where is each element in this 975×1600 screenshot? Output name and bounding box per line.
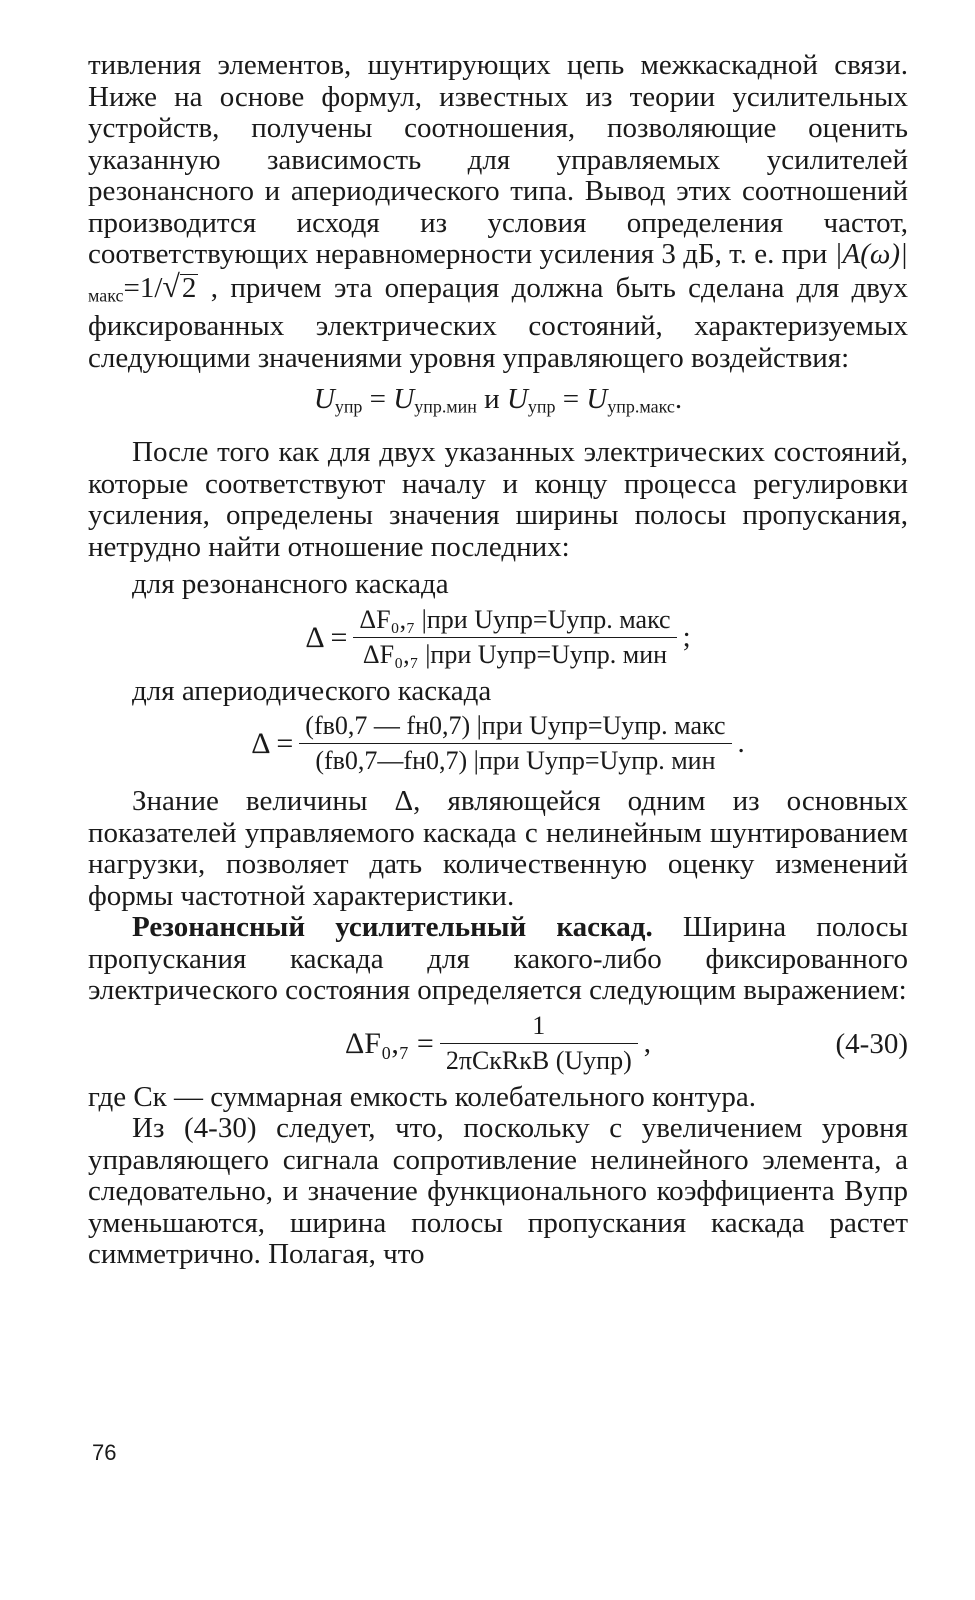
denominator: (fв0,7—fн0,7) |при Uупр=Uупр. мин [315,746,716,776]
numerator: (fв0,7 — fн0,7) |при Uупр=Uупр. макс [305,711,726,741]
amplitude-condition: $|A(\omega)|_{макс}=1/√2$ [88,238,908,305]
paragraph-conclusion: Из (4-30) следует, что, поскольку с увеличением уровня управляющего сигнала сопротивление нелинейного элемента, а следовательно, и значение функционального коэффициента Bупр уменьшаются, ширина полосы пропускания каскада растет симметрично. Полагая, что [88,1112,908,1271]
para1-rest: , причем эта операция должна быть сделана для двух фиксированных электрических состояний, характеризуемых следующими значениями уровня управляющего воздействия: [88,271,909,374]
paragraph-delta: Знание величины Δ, являющейся одним из основных показателей управляемого каскада с нелинейным шунтированием нагрузки, позволяет дать количественную оценку изменений формы частотной характеристики. [88,785,908,912]
formula-lhs: Δ = [251,727,294,761]
formula-lhs: ΔF₀,₇ = [344,1026,434,1060]
paragraph-intro [88,50,908,374]
control-states-line: $U_{упр} = U_{упр.мин}$ и $U_{упр} = U_{упр.макс}$. [313,383,683,417]
paragraph-ratio: После того как для двух указанных электрических состояний, которые соответствуют началу и концу процесса регулировки усиления, определены значения ширины полосы пропускания, нетрудно найти отношение последних: [88,436,908,563]
denominator: ΔF₀,₇ |при Uупр=Uупр. мин [362,639,668,669]
fraction [440,1011,638,1076]
denominator: 2πCкRкB (Uупр) [445,1045,632,1075]
paragraph-where: где Cк — суммарная емкость колебательного контура. [88,1080,756,1113]
formula-end: . [737,727,745,760]
fraction [353,605,676,670]
formula-lhs: Δ = [305,620,348,654]
section-heading: Резонансный усилительный каскад. [132,911,653,944]
fraction [299,711,731,776]
para1-text: тивления элементов, шунтирующих цепь межкаскадной связи. Ниже на основе формул, известных из теории усилительных устройств, получены соотношения, позволяющие оценить указанную зависимость для управляемых усилителей резонансного и апериодического типа. Вывод этих соотношений производится исходя из условия определения частот, соответствующих неравномерности усиления 3 дБ, т. е. при [88,49,908,270]
numerator: ΔF₀,₇ |при Uупр=Uупр. макс [359,604,671,634]
page-number: 76 [92,1440,117,1465]
formula-end: , [643,1026,651,1059]
equation-4-30 [88,1011,908,1076]
paragraph-resonant-cascade [88,912,908,1007]
formula-resonant [88,605,908,670]
label-resonant: для резонансного каскада [132,568,449,601]
label-aperiodic: для апериодического каскада [132,674,492,707]
para4-text: Ширина полосы пропускания каскада для какого-либо фиксированного электрического состояния определяется следующим выражением: [88,911,908,1007]
page-body [88,50,908,1271]
formula-end: ; [682,620,691,653]
formula-aperiodic [88,711,908,776]
numerator: 1 [532,1010,546,1040]
equation-number: (4-30) [835,1027,908,1060]
